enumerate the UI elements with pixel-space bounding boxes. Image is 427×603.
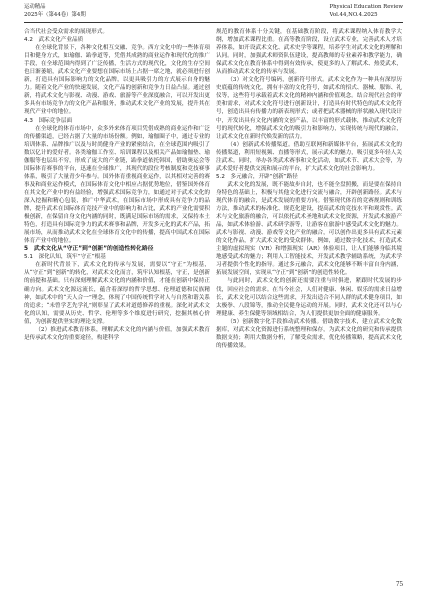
body-paragraph: 在新时代背景下，武术文化的传承与发展，需要以“守正”为根基，从“守正”到“创新”的转化，对武术文化而言，筑牢认知根基，守正，是创新的前提和基础。只有深刻理解武术文化的内涵和价值，才能在创新中保持正确方向。武术文化源远流长，蕴含着深厚的哲学思想、伦理道德和民族精神，如武术中的“天人合一”理念，体现了中国传统哲学对人与自然和谐关系的追求；“未曾学艺先学礼”则彰显了武术对道德修养的重视。深化对武术文化的认知，需要从历史、哲学、伦理等多个维度进行研究，挖掘其核心价值，为创新提供坚实的理论支撑。: [24, 262, 210, 325]
journal-title-en: Physical Education Review: [329, 4, 403, 10]
right-column: [216, 28, 402, 350]
subsection-heading: 4.3 国际竞争层面: [24, 117, 73, 124]
header-rule: [24, 22, 403, 23]
body-paragraph: （3）对文化符号编码，创新符号形式。武术文化作为一种具有深厚历史底蕴的传统文化，拥有丰富的文化符号，如武术的招式、器械、服饰、礼仪等，这些符号承载着武术文化的精神内涵和价值观念。结合现代社会的审美和需求，对武术文化符号进行创新设计，打造具有时代特色的武术文化符号，创造出具有传播力的新表现形式；或者把武术器械的形状融入现代设计中，开发出具有文化内涵的文创产品，以丰富的形式载体，推动武术文化符号的现代转化，增强武术文化的吸引力和影响力，实现传统与现代的融合，让武术文化在新时代焕发新的活力。: [216, 77, 402, 140]
journal-name-en: [329, 3, 403, 19]
body-paragraph: （4）创新武术传播渠道。借助互联网和新媒体平台，拓展武术文化的传播渠道，利用短视频、直播等形式，展示武术的魅力，吸引更多年轻人关注武术。同时，举办各类武术赛事和文化活动，如武术节、武术大会等，为武术爱好者提供交流和展示的平台，扩大武术文化的社会影响力。: [216, 141, 402, 172]
body-paragraph: 武术文化的发展，既不能故步自封，也不能全盘照搬，而是要在保持自身特色的基础上，积极与其他文化进行交流与融合，开辟创新路径。武术与现代体育的融合，是武术发展的重要方向。借鉴现代体育的竞赛规则和训练方法，推动武术的标准化、规范化建设，提高武术的竞技水平和观赏性。武术与文化旅游的融合，可以依托武术圣地和武术文化资源，开发武术旅游产品，如武术体验游、武术研学游等，让游客在旅游中感受武术文化的魅力。武术与影视、动漫、游戏等文化产业的融合，可以创作出更多具有武术元素的文化作品，扩大武术文化的受众群体。例如，通过数字化技术，打造武术主题的虚拟现实（VR）和增强现实（AR）体验项目，让人们能够身临其境地感受武术的魅力；利用人工智能技术，开发武术教学辅助系统，为武术学习者提供个性化的指导。通过多元融合，武术文化能够不断丰富自身内涵，拓展发展空间，实现从“守正”到“创新”的创造性转化。: [216, 181, 402, 277]
body-paragraph: 在全球化的体育市场中，众多外来体育项目凭借成熟的商业运作和广泛的传播渠道，已经占据了大量的市场份额。例如，瑜伽圈子中，通过专业的培训体系、品牌推广以及与时尚健身产业的紧密结合，在全球范围内吸引了数以亿计的爱好者。各类瑜伽工作室、培训课程以及相关产品如瑜伽垫、瑜伽服等也层出不穷，形成了庞大的产业链，跆拳道依托韩国，借助奥运会等国际体育赛事的平台，迅速在全球推广，其现代的段位考核制度和竞技赛事体系，吸引了大量青少年参与。国外体育重视商业运作，以其相对完善的赛事及和商业运作模式，在国际体育文化中相应占据优势地位，借鉴国外体育在其文化产业中的有益经验，增强武术国际竞争力，如通过对于武术文化的深入挖掘和精心包装，推广中华武术，在国际市场中形成具有竞争力的品牌，提升武术在国际体育竞技产业中的影响力和占比，武术的产业化需要积极创新，在保留自身文化内涵的同时，既满足国际市场的需求，又保持本土特色，打造具有国际竞争力的武术赛事和品牌，开发多元化的武术产品，拓展市场，从而推动武术文化在全球体育文化中的传播，提高中国武术在国际体育产业中的地位。: [24, 125, 210, 245]
body-paragraph: （2）推进武术教育体系，理解武术文化的内涵与价值，加强武术教育是传承武术文化的重要途径，构建科学: [24, 326, 210, 341]
journal-title-cn: 运动精品: [24, 4, 46, 10]
running-head: [24, 3, 403, 27]
body-paragraph: 规范的教育体系十分关键，在基础教育阶段，将武术课程纳入体育教学大纲，增加武术课程比重。在高等教育阶段，设立武术专业，完善武术人才培养体系，如开设武术文化、武术史学等课程，培养学生对武术文化的理解和认同。同时，加强武术师资队伍建设，提高教师的专业素养和教学能力，确保武术文化在教育体系中得到有效传承，使更多的人了解武术、热爱武术，从而推动武术文化的传承与发展。: [216, 29, 402, 76]
body-paragraph: 在全球化背景下，各种文化相互交融、竞争。西方文化中的一些体育项目和健身方式，如瑜伽、跆拳道等，凭借其成熟的商业运作和现代化的推广手段，在全球范围内得到了广泛传播，生活方式的现代化，文化的生存空间也日渐萎缩，武术文化产业要想在国际市场上占据一席之地，就必须进行创新，打造具有国际影响力的文化品牌，以更具吸引力的方式展示自身的魅力。随着文化产业的快速发展，文化产品的创新和竞争力日益凸显。通过创新，将武术文化与影视、动漫、游戏、旅游等产业深度融合，可以开发出更多具有市场竞争力的文化产品和服务，推动武术文化产业的发展，提升其在现代产业中的地位。: [24, 45, 210, 116]
body-paragraph: 与此同时，武术文化的创新还需要注重与时俱进，紧跟时代发展的步伐，回应社会的需求。在当今社会，人们对健康、休闲、娱乐的需求日益增长，武术文化可以结合这些需求，开发出适合不同人群的武术健身项目，如太极拳、八段锦等，推动全民健身运动的开展。同时，武术文化还可以与心理健康、养生保健等领域相结合，为人们提供更加全面的健康服务。: [216, 278, 402, 317]
body-paragraph: 合当代社会受众需求的展现形式。: [24, 29, 108, 35]
subsection-heading: 5.2 多元融合，开辟“创新”路径: [216, 173, 298, 180]
section-heading: 5 武术文化从“守正”到“创新”的创造性转化路径: [24, 246, 154, 253]
page-number: 75: [396, 580, 403, 588]
issue-info-cn: 2025年（第44卷）第4期: [24, 12, 86, 18]
issue-info-en: Vol.44,NO.4.2025: [329, 12, 378, 18]
left-column: [24, 28, 210, 342]
body-paragraph: （5）创新数字化手段推动武术传播。借助数字技术，建立武术文化数据库，对武术文化资源进行系统整理和保存，为武术文化的研究和传承提供数据支持；利用大数据分析，了解受众需求，优化传播策略，提高武术文化的传播效果。: [216, 318, 402, 349]
subsection-heading: 5.1 深化认知，筑牢“守正”根基: [24, 254, 106, 261]
journal-name-cn: [24, 3, 86, 19]
subsection-heading: 4.2 武术文化产业品质: [24, 37, 84, 44]
